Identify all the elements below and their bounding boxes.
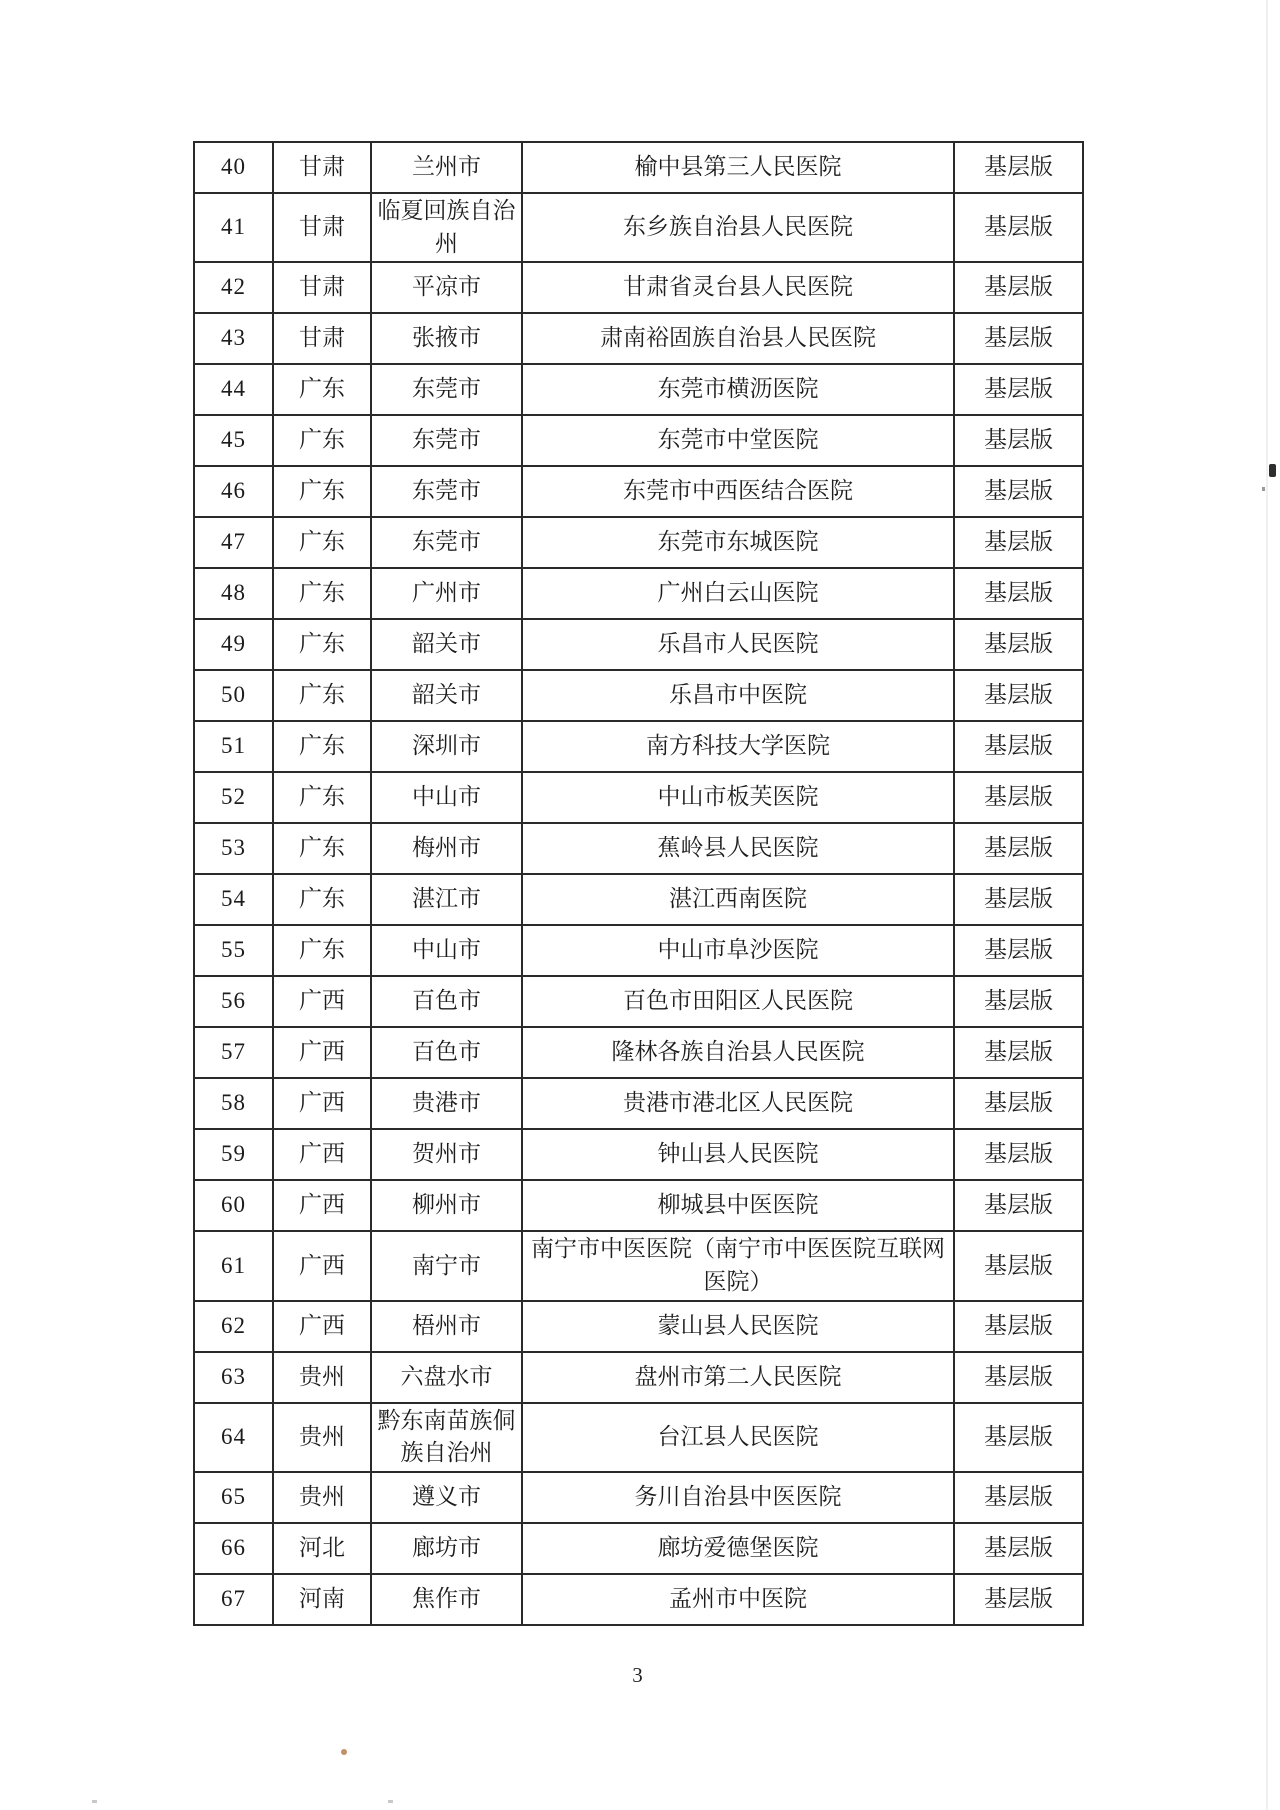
scan-edge-line bbox=[1266, 0, 1268, 1810]
cell-city: 六盘水市 bbox=[371, 1352, 522, 1403]
cell-row-number: 47 bbox=[194, 517, 273, 568]
cell-version: 基层版 bbox=[954, 364, 1083, 415]
cell-city: 遵义市 bbox=[371, 1472, 522, 1523]
cell-row-number: 60 bbox=[194, 1180, 273, 1231]
cell-city: 梧州市 bbox=[371, 1301, 522, 1352]
cell-city: 韶关市 bbox=[371, 670, 522, 721]
cell-row-number: 66 bbox=[194, 1523, 273, 1574]
cell-row-number: 59 bbox=[194, 1129, 273, 1180]
cell-province: 甘肃 bbox=[273, 313, 371, 364]
cell-province: 广东 bbox=[273, 619, 371, 670]
cell-version: 基层版 bbox=[954, 721, 1083, 772]
cell-city: 柳州市 bbox=[371, 1180, 522, 1231]
cell-version: 基层版 bbox=[954, 823, 1083, 874]
cell-province: 广东 bbox=[273, 568, 371, 619]
cell-province: 广西 bbox=[273, 1180, 371, 1231]
cell-row-number: 43 bbox=[194, 313, 273, 364]
cell-hospital-name: 中山市阜沙医院 bbox=[522, 925, 954, 976]
cell-version: 基层版 bbox=[954, 619, 1083, 670]
table-row bbox=[194, 1301, 1083, 1352]
cell-version: 基层版 bbox=[954, 670, 1083, 721]
cell-version: 基层版 bbox=[954, 1180, 1083, 1231]
cell-province: 广东 bbox=[273, 823, 371, 874]
cell-province: 广东 bbox=[273, 466, 371, 517]
scan-speck bbox=[1262, 487, 1265, 491]
cell-row-number: 58 bbox=[194, 1078, 273, 1129]
table-row bbox=[194, 1078, 1083, 1129]
cell-hospital-name: 湛江西南医院 bbox=[522, 874, 954, 925]
cell-version: 基层版 bbox=[954, 193, 1083, 262]
cell-hospital-name: 务川自治县中医医院 bbox=[522, 1472, 954, 1523]
cell-city: 东莞市 bbox=[371, 517, 522, 568]
cell-version: 基层版 bbox=[954, 313, 1083, 364]
cell-hospital-name: 东乡族自治县人民医院 bbox=[522, 193, 954, 262]
cell-row-number: 55 bbox=[194, 925, 273, 976]
cell-hospital-name: 孟州市中医院 bbox=[522, 1574, 954, 1625]
table-row bbox=[194, 364, 1083, 415]
scan-speck bbox=[388, 1800, 393, 1803]
cell-version: 基层版 bbox=[954, 976, 1083, 1027]
cell-version: 基层版 bbox=[954, 262, 1083, 313]
table-row bbox=[194, 1472, 1083, 1523]
cell-province: 广东 bbox=[273, 670, 371, 721]
table-row bbox=[194, 1574, 1083, 1625]
cell-province: 广西 bbox=[273, 976, 371, 1027]
cell-province: 河南 bbox=[273, 1574, 371, 1625]
cell-hospital-name: 中山市板芙医院 bbox=[522, 772, 954, 823]
cell-hospital-name: 乐昌市人民医院 bbox=[522, 619, 954, 670]
table-row bbox=[194, 976, 1083, 1027]
cell-province: 广东 bbox=[273, 364, 371, 415]
cell-province: 广东 bbox=[273, 874, 371, 925]
cell-province: 贵州 bbox=[273, 1352, 371, 1403]
cell-city: 韶关市 bbox=[371, 619, 522, 670]
cell-hospital-name: 柳城县中医医院 bbox=[522, 1180, 954, 1231]
cell-hospital-name: 南宁市中医医院（南宁市中医医院互联网医院） bbox=[522, 1231, 954, 1300]
cell-city: 深圳市 bbox=[371, 721, 522, 772]
cell-version: 基层版 bbox=[954, 1403, 1083, 1472]
cell-city: 黔东南苗族侗族自治州 bbox=[371, 1403, 522, 1472]
scan-speck bbox=[92, 1800, 97, 1803]
cell-province: 广西 bbox=[273, 1027, 371, 1078]
table-row bbox=[194, 1027, 1083, 1078]
cell-hospital-name: 贵港市港北区人民医院 bbox=[522, 1078, 954, 1129]
table-row bbox=[194, 721, 1083, 772]
cell-city: 廊坊市 bbox=[371, 1523, 522, 1574]
cell-hospital-name: 乐昌市中医院 bbox=[522, 670, 954, 721]
table-row bbox=[194, 823, 1083, 874]
cell-row-number: 57 bbox=[194, 1027, 273, 1078]
cell-hospital-name: 东莞市横沥医院 bbox=[522, 364, 954, 415]
cell-version: 基层版 bbox=[954, 1078, 1083, 1129]
cell-row-number: 48 bbox=[194, 568, 273, 619]
table-row bbox=[194, 1129, 1083, 1180]
cell-hospital-name: 钟山县人民医院 bbox=[522, 1129, 954, 1180]
cell-version: 基层版 bbox=[954, 925, 1083, 976]
cell-province: 广东 bbox=[273, 415, 371, 466]
cell-hospital-name: 蒙山县人民医院 bbox=[522, 1301, 954, 1352]
table-row bbox=[194, 262, 1083, 313]
cell-version: 基层版 bbox=[954, 874, 1083, 925]
cell-version: 基层版 bbox=[954, 1352, 1083, 1403]
table-row bbox=[194, 193, 1083, 262]
cell-version: 基层版 bbox=[954, 1301, 1083, 1352]
cell-hospital-name: 肃南裕固族自治县人民医院 bbox=[522, 313, 954, 364]
cell-city: 广州市 bbox=[371, 568, 522, 619]
cell-version: 基层版 bbox=[954, 772, 1083, 823]
cell-city: 临夏回族自治州 bbox=[371, 193, 522, 262]
cell-city: 东莞市 bbox=[371, 415, 522, 466]
cell-province: 广西 bbox=[273, 1231, 371, 1300]
cell-version: 基层版 bbox=[954, 1472, 1083, 1523]
cell-hospital-name: 榆中县第三人民医院 bbox=[522, 142, 954, 193]
cell-province: 贵州 bbox=[273, 1403, 371, 1472]
cell-province: 广东 bbox=[273, 721, 371, 772]
table-row bbox=[194, 466, 1083, 517]
table-row bbox=[194, 619, 1083, 670]
cell-province: 广东 bbox=[273, 517, 371, 568]
cell-hospital-name: 隆林各族自治县人民医院 bbox=[522, 1027, 954, 1078]
cell-hospital-name: 百色市田阳区人民医院 bbox=[522, 976, 954, 1027]
cell-row-number: 50 bbox=[194, 670, 273, 721]
cell-hospital-name: 东莞市中堂医院 bbox=[522, 415, 954, 466]
cell-hospital-name: 盘州市第二人民医院 bbox=[522, 1352, 954, 1403]
cell-province: 甘肃 bbox=[273, 142, 371, 193]
table-row bbox=[194, 1231, 1083, 1300]
cell-province: 广东 bbox=[273, 772, 371, 823]
cell-row-number: 63 bbox=[194, 1352, 273, 1403]
page-number: 3 bbox=[632, 1663, 643, 1687]
cell-hospital-name: 甘肃省灵台县人民医院 bbox=[522, 262, 954, 313]
cell-row-number: 42 bbox=[194, 262, 273, 313]
cell-row-number: 65 bbox=[194, 1472, 273, 1523]
table-row bbox=[194, 670, 1083, 721]
cell-hospital-name: 廊坊爱德堡医院 bbox=[522, 1523, 954, 1574]
cell-version: 基层版 bbox=[954, 1231, 1083, 1300]
cell-row-number: 64 bbox=[194, 1403, 273, 1472]
cell-row-number: 62 bbox=[194, 1301, 273, 1352]
cell-hospital-name: 东莞市东城医院 bbox=[522, 517, 954, 568]
cell-city: 焦作市 bbox=[371, 1574, 522, 1625]
cell-city: 东莞市 bbox=[371, 466, 522, 517]
cell-city: 南宁市 bbox=[371, 1231, 522, 1300]
cell-row-number: 53 bbox=[194, 823, 273, 874]
cell-version: 基层版 bbox=[954, 568, 1083, 619]
cell-row-number: 61 bbox=[194, 1231, 273, 1300]
table-row bbox=[194, 142, 1083, 193]
cell-hospital-name: 东莞市中西医结合医院 bbox=[522, 466, 954, 517]
scan-speck bbox=[341, 1749, 347, 1755]
cell-row-number: 67 bbox=[194, 1574, 273, 1625]
cell-version: 基层版 bbox=[954, 517, 1083, 568]
cell-version: 基层版 bbox=[954, 1523, 1083, 1574]
cell-version: 基层版 bbox=[954, 466, 1083, 517]
cell-city: 中山市 bbox=[371, 772, 522, 823]
table-row bbox=[194, 1523, 1083, 1574]
cell-row-number: 45 bbox=[194, 415, 273, 466]
cell-hospital-name: 南方科技大学医院 bbox=[522, 721, 954, 772]
cell-province: 河北 bbox=[273, 1523, 371, 1574]
cell-city: 梅州市 bbox=[371, 823, 522, 874]
scan-speck bbox=[1269, 464, 1276, 477]
cell-version: 基层版 bbox=[954, 142, 1083, 193]
cell-city: 中山市 bbox=[371, 925, 522, 976]
table-row bbox=[194, 772, 1083, 823]
cell-city: 平凉市 bbox=[371, 262, 522, 313]
cell-row-number: 54 bbox=[194, 874, 273, 925]
cell-row-number: 40 bbox=[194, 142, 273, 193]
cell-city: 东莞市 bbox=[371, 364, 522, 415]
table-row bbox=[194, 517, 1083, 568]
cell-version: 基层版 bbox=[954, 1574, 1083, 1625]
cell-province: 广西 bbox=[273, 1301, 371, 1352]
cell-city: 贵港市 bbox=[371, 1078, 522, 1129]
table-row bbox=[194, 568, 1083, 619]
cell-row-number: 46 bbox=[194, 466, 273, 517]
cell-row-number: 56 bbox=[194, 976, 273, 1027]
cell-city: 百色市 bbox=[371, 1027, 522, 1078]
cell-city: 张掖市 bbox=[371, 313, 522, 364]
cell-city: 百色市 bbox=[371, 976, 522, 1027]
cell-province: 广西 bbox=[273, 1078, 371, 1129]
cell-province: 贵州 bbox=[273, 1472, 371, 1523]
cell-province: 广西 bbox=[273, 1129, 371, 1180]
table-row bbox=[194, 415, 1083, 466]
table-row bbox=[194, 1180, 1083, 1231]
cell-row-number: 52 bbox=[194, 772, 273, 823]
table-row bbox=[194, 874, 1083, 925]
cell-city: 贺州市 bbox=[371, 1129, 522, 1180]
cell-city: 兰州市 bbox=[371, 142, 522, 193]
cell-province: 甘肃 bbox=[273, 193, 371, 262]
table-body bbox=[194, 142, 1083, 1625]
table-row bbox=[194, 1352, 1083, 1403]
hospital-table bbox=[193, 141, 1084, 1626]
cell-province: 广东 bbox=[273, 925, 371, 976]
cell-version: 基层版 bbox=[954, 1129, 1083, 1180]
cell-version: 基层版 bbox=[954, 1027, 1083, 1078]
cell-row-number: 49 bbox=[194, 619, 273, 670]
table-row bbox=[194, 1403, 1083, 1472]
cell-hospital-name: 蕉岭县人民医院 bbox=[522, 823, 954, 874]
table-row bbox=[194, 925, 1083, 976]
cell-version: 基层版 bbox=[954, 415, 1083, 466]
cell-hospital-name: 台江县人民医院 bbox=[522, 1403, 954, 1472]
cell-city: 湛江市 bbox=[371, 874, 522, 925]
cell-row-number: 51 bbox=[194, 721, 273, 772]
cell-hospital-name: 广州白云山医院 bbox=[522, 568, 954, 619]
cell-row-number: 41 bbox=[194, 193, 273, 262]
cell-row-number: 44 bbox=[194, 364, 273, 415]
table-row bbox=[194, 313, 1083, 364]
cell-province: 甘肃 bbox=[273, 262, 371, 313]
